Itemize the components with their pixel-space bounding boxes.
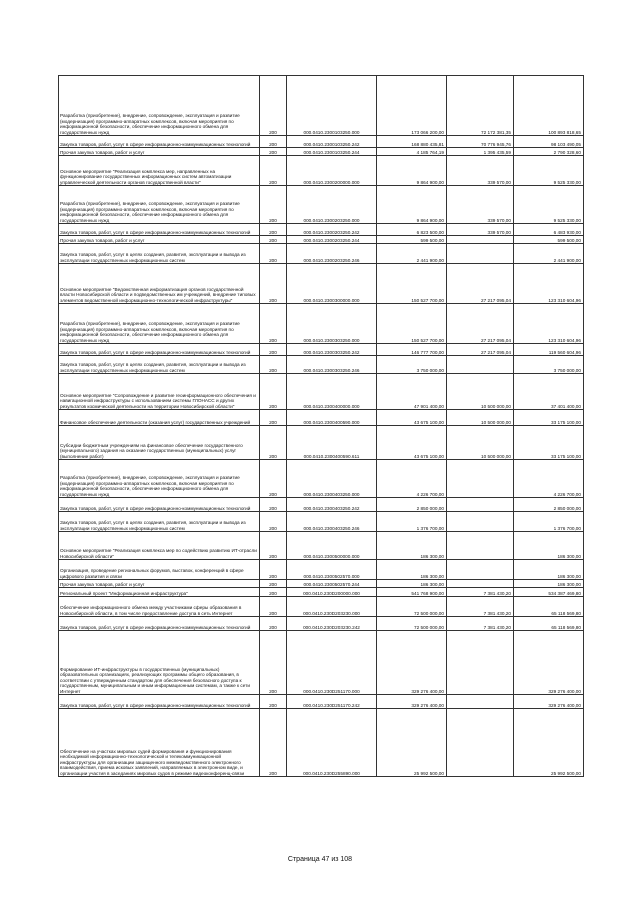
table-row <box>59 597 584 617</box>
row-vr-code: 200 <box>260 344 287 356</box>
table-row <box>59 460 584 498</box>
row-vr-code: 200 <box>260 186 287 224</box>
row-description: Закупка товаров, работ, услуг в целях создания, развития, эксплуатации и вывода из эксплуатации государственных информационных систем <box>59 244 260 264</box>
row-budget-code: 000.0410.2300203250.244 <box>287 236 377 244</box>
row-budget-code: 000.0410.2300502570.000 <box>287 560 377 580</box>
row-remaining-amount: 98 103 490,05 <box>514 136 584 148</box>
row-description: Прочая закупка товаров, работ и услуг <box>59 580 260 588</box>
table-row <box>59 410 584 426</box>
row-remaining-amount: 3 750 000,00 <box>514 356 584 374</box>
row-description: Закупка товаров, работ, услуг в сфере информационно-коммуникационных технологий <box>59 224 260 236</box>
row-description: Основное мероприятие "Реализация комплекса мер по содействию развитию ИТ-отрасли Новосибирской области" <box>59 532 260 560</box>
row-vr-code: 200 <box>260 695 287 709</box>
row-description: Разработка (приобретение), внедрение, сопровождение, эксплуатация и развитие (модернизация) программно-аппаратных комплексов, включая мероприятия по информационной безопасности, обеспечение информационного обмена для государственных нужд <box>59 304 260 344</box>
row-budget-code: 000.0410.230D251170.242 <box>287 695 377 709</box>
row-budget-code: 000.0410.2300400590.000 <box>287 410 377 426</box>
row-budget-code: 000.0410.2300303250.246 <box>287 356 377 374</box>
row-remaining-amount: 2 441 900,00 <box>514 244 584 264</box>
row-budget-code: 000.0410.230D200000.000 <box>287 588 377 597</box>
row-remaining-amount: 329 276 400,00 <box>514 695 584 709</box>
row-executed-amount: 27 217 095,04 <box>447 344 514 356</box>
row-plan-amount: 599 500,00 <box>377 236 447 244</box>
row-vr-code: 200 <box>260 148 287 156</box>
row-remaining-amount: 9 525 330,00 <box>514 156 584 186</box>
table-row <box>59 136 584 148</box>
row-description: Региональный проект "Информационная инфраструктура" <box>59 588 260 597</box>
row-budget-code: 000.0410.2300500000.000 <box>287 532 377 560</box>
row-plan-amount: 43 675 100,00 <box>377 410 447 426</box>
row-plan-amount: 168 880 435,81 <box>377 136 447 148</box>
row-executed-amount <box>447 498 514 512</box>
row-plan-amount: 72 500 000,00 <box>377 597 447 617</box>
row-remaining-amount: 25 992 500,00 <box>514 709 584 777</box>
row-description: Прочая закупка товаров, работ и услуг <box>59 148 260 156</box>
row-vr-code: 200 <box>260 136 287 148</box>
table-row <box>59 156 584 186</box>
row-budget-code: 000.0410.2300403250.000 <box>287 460 377 498</box>
row-remaining-amount: 6 483 930,00 <box>514 224 584 236</box>
row-budget-code: 000.0410.2300403250.246 <box>287 512 377 532</box>
table-row <box>59 617 584 631</box>
table-row <box>59 512 584 532</box>
table-row <box>59 631 584 695</box>
row-executed-amount: 1 395 435,59 <box>447 148 514 156</box>
row-budget-code: 000.0410.2300203250.000 <box>287 186 377 224</box>
row-vr-code: 200 <box>260 426 287 460</box>
table-row <box>59 304 584 344</box>
table-row <box>59 148 584 156</box>
row-plan-amount: 150 527 700,00 <box>377 304 447 344</box>
row-plan-amount: 47 901 400,00 <box>377 374 447 410</box>
row-description: Закупка товаров, работ, услуг в целях создания, развития, эксплуатации и вывода из эксплуатации государственных информационных систем <box>59 512 260 532</box>
table-row <box>59 580 584 588</box>
row-description: Финансовое обеспечение деятельности (оказания услуг) государственных учреждений <box>59 410 260 426</box>
row-description: Закупка товаров, работ, услуг в сфере информационно-коммуникационных технологий <box>59 498 260 512</box>
row-remaining-amount: 1 376 700,00 <box>514 512 584 532</box>
row-executed-amount <box>447 695 514 709</box>
row-vr-code: 200 <box>260 631 287 695</box>
table-row <box>59 426 584 460</box>
budget-table-body <box>59 76 584 777</box>
row-executed-amount <box>447 631 514 695</box>
row-vr-code: 200 <box>260 410 287 426</box>
row-plan-amount: 43 675 100,00 <box>377 426 447 460</box>
row-remaining-amount: 2 790 328,60 <box>514 148 584 156</box>
row-description: Основное мероприятие "Сопровождение и развитие геоинформационного обеспечения и навигационной инфраструктуры с использованием системы ГЛОНАСС и других результатов космической деятельности на территории Новосибирской области" <box>59 374 260 410</box>
row-description: Разработка (приобретение), внедрение, сопровождение, эксплуатация и развитие (модернизация) программно-аппаратных комплексов, включая мероприятия по информационной безопасности, обеспечение информационного обмена для государственных нужд <box>59 76 260 136</box>
row-budget-code: 000.0410.2300103250.244 <box>287 148 377 156</box>
row-executed-amount: 339 570,00 <box>447 156 514 186</box>
table-row <box>59 244 584 264</box>
row-description: Основное мероприятие "Ведомственная информатизация органов государственной власти Новосибирской области и подведомственных им учреждений, внедрение типовых элементов ведомственной информационно-технологической инфраструктуры" <box>59 264 260 304</box>
row-plan-amount: 72 500 000,00 <box>377 617 447 631</box>
row-plan-amount: 541 768 900,00 <box>377 588 447 597</box>
row-budget-code: 000.0410.2300203250.242 <box>287 224 377 236</box>
row-remaining-amount: 123 310 604,96 <box>514 304 584 344</box>
table-row <box>59 709 584 777</box>
row-budget-code: 000.0410.2300403250.242 <box>287 498 377 512</box>
row-remaining-amount: 186 300,00 <box>514 580 584 588</box>
row-executed-amount: 339 570,00 <box>447 186 514 224</box>
table-row <box>59 695 584 709</box>
row-remaining-amount: 65 118 569,80 <box>514 617 584 631</box>
row-budget-code: 000.0410.2300200000.000 <box>287 156 377 186</box>
row-executed-amount: 339 570,00 <box>447 224 514 236</box>
row-remaining-amount: 599 500,00 <box>514 236 584 244</box>
row-plan-amount: 329 276 400,00 <box>377 631 447 695</box>
row-description: Основное мероприятие "Реализация комплекса мер, направленных на функционирование государственных информационных систем автоматизации управленческой деятельности органов государственной власти" <box>59 156 260 186</box>
row-remaining-amount: 123 310 604,96 <box>514 264 584 304</box>
row-budget-code: 000.0410.2300103250.242 <box>287 136 377 148</box>
row-plan-amount: 4 185 764,19 <box>377 148 447 156</box>
row-budget-code: 000.0410.2300300000.000 <box>287 264 377 304</box>
table-row <box>59 374 584 410</box>
row-executed-amount: 27 217 095,04 <box>447 304 514 344</box>
row-executed-amount <box>447 244 514 264</box>
table-row <box>59 588 584 597</box>
table-row <box>59 498 584 512</box>
row-plan-amount: 4 226 700,00 <box>377 460 447 498</box>
row-vr-code: 200 <box>260 356 287 374</box>
row-description: Разработка (приобретение), внедрение, сопровождение, эксплуатация и развитие (модернизация) программно-аппаратных комплексов, включая мероприятия по информационной безопасности, обеспечение информационного обмена для государственных нужд <box>59 460 260 498</box>
row-remaining-amount: 9 525 330,00 <box>514 186 584 224</box>
row-plan-amount: 186 300,00 <box>377 532 447 560</box>
row-description: Закупка товаров, работ, услуг в сфере информационно-коммуникационных технологий <box>59 617 260 631</box>
row-remaining-amount: 33 175 100,00 <box>514 410 584 426</box>
table-row <box>59 186 584 224</box>
page-footer: Страница 47 из 108 <box>287 856 353 863</box>
row-executed-amount: 7 381 430,20 <box>447 617 514 631</box>
row-plan-amount: 2 441 900,00 <box>377 244 447 264</box>
row-plan-amount: 186 300,00 <box>377 580 447 588</box>
row-executed-amount <box>447 560 514 580</box>
row-remaining-amount: 329 276 400,00 <box>514 631 584 695</box>
row-remaining-amount: 186 300,00 <box>514 560 584 580</box>
row-vr-code: 200 <box>260 709 287 777</box>
row-description: Обеспечение на участках мировых судей формирования и функционирования необходимой информационно-технологической и телекоммуникационной инфраструктуры для организации защищенного межведомственного электронного взаимодействия, приема исковых заявлений, направляемых в электронном виде, и организации участия в заседаниях мировых судов в режиме видеоконференц-связи <box>59 709 260 777</box>
row-description: Закупка товаров, работ, услуг в целях создания, развития, эксплуатации и вывода из эксплуатации государственных информационных систем <box>59 356 260 374</box>
row-vr-code: 200 <box>260 560 287 580</box>
row-vr-code: 200 <box>260 532 287 560</box>
row-executed-amount <box>447 512 514 532</box>
row-remaining-amount: 33 175 100,00 <box>514 426 584 460</box>
row-executed-amount: 27 217 095,04 <box>447 264 514 304</box>
row-vr-code: 200 <box>260 156 287 186</box>
row-budget-code: 000.0410.2300303250.242 <box>287 344 377 356</box>
row-executed-amount: 10 500 000,00 <box>447 426 514 460</box>
table-row <box>59 76 584 136</box>
row-description: Закупка товаров, работ, услуг в сфере информационно-коммуникационных технологий <box>59 136 260 148</box>
table-row <box>59 532 584 560</box>
row-plan-amount: 25 992 500,00 <box>377 709 447 777</box>
row-vr-code: 200 <box>260 588 287 597</box>
row-plan-amount: 173 066 200,00 <box>377 76 447 136</box>
row-budget-code: 000.0410.230D203230.000 <box>287 597 377 617</box>
row-executed-amount <box>447 356 514 374</box>
table-row <box>59 560 584 580</box>
row-executed-amount: 7 381 430,20 <box>447 588 514 597</box>
row-plan-amount: 6 823 500,00 <box>377 224 447 236</box>
row-plan-amount: 2 850 000,00 <box>377 498 447 512</box>
row-vr-code: 200 <box>260 460 287 498</box>
row-budget-code: 000.0410.2300203250.246 <box>287 244 377 264</box>
row-budget-code: 000.0410.2300303250.000 <box>287 304 377 344</box>
row-budget-code: 000.0410.2300502570.244 <box>287 580 377 588</box>
row-executed-amount <box>447 460 514 498</box>
table-row <box>59 264 584 304</box>
row-vr-code: 200 <box>260 374 287 410</box>
row-remaining-amount: 186 300,00 <box>514 532 584 560</box>
row-plan-amount: 146 777 700,00 <box>377 344 447 356</box>
row-executed-amount: 10 500 000,00 <box>447 374 514 410</box>
row-remaining-amount: 119 560 604,96 <box>514 344 584 356</box>
row-description: Закупка товаров, работ, услуг в сфере информационно-коммуникационных технологий <box>59 344 260 356</box>
row-executed-amount: 70 776 945,76 <box>447 136 514 148</box>
row-vr-code: 200 <box>260 244 287 264</box>
row-description: Субсидии бюджетным учреждениям на финансовое обеспечение государственного (муниципального) задания на оказание государственных (муниципальных) услуг (выполнение работ) <box>59 426 260 460</box>
row-description: Обеспечение информационного обмена между участниками сферы образования в Новосибирской области, в том числе предоставление доступа в сеть Интернет <box>59 597 260 617</box>
row-budget-code: 000.0410.2300400590.611 <box>287 426 377 460</box>
row-executed-amount: 10 500 000,00 <box>447 410 514 426</box>
budget-table <box>58 75 584 777</box>
row-remaining-amount: 37 401 400,00 <box>514 374 584 410</box>
row-plan-amount: 3 750 000,00 <box>377 356 447 374</box>
row-vr-code: 200 <box>260 512 287 532</box>
row-vr-code: 200 <box>260 617 287 631</box>
row-remaining-amount: 65 118 569,80 <box>514 597 584 617</box>
row-vr-code: 200 <box>260 76 287 136</box>
row-remaining-amount: 534 387 469,80 <box>514 588 584 597</box>
row-budget-code: 000.0410.2300103250.000 <box>287 76 377 136</box>
table-row <box>59 356 584 374</box>
row-vr-code: 200 <box>260 580 287 588</box>
row-description: Разработка (приобретение), внедрение, сопровождение, эксплуатация и развитие (модернизация) программно-аппаратных комплексов, включая мероприятия по информационной безопасности, обеспечение информационного обмена для государственных нужд <box>59 186 260 224</box>
row-plan-amount: 9 864 900,00 <box>377 156 447 186</box>
row-executed-amount: 7 381 430,20 <box>447 597 514 617</box>
row-plan-amount: 186 300,00 <box>377 560 447 580</box>
row-executed-amount <box>447 236 514 244</box>
row-vr-code: 200 <box>260 498 287 512</box>
row-budget-code: 000.0410.230D203230.242 <box>287 617 377 631</box>
row-description: Прочая закупка товаров, работ и услуг <box>59 236 260 244</box>
table-row <box>59 344 584 356</box>
row-executed-amount <box>447 709 514 777</box>
row-plan-amount: 9 864 900,00 <box>377 186 447 224</box>
row-remaining-amount: 2 850 000,00 <box>514 498 584 512</box>
row-description: Формирование ИТ-инфраструктуры в государственных (муниципальных) образовательных организациях, реализующих программы общего образования, в соответствии с утвержденным стандартом для обеспечения безопасного доступа к государственным, муниципальным и иным информационным системам, а также к сети Интернет <box>59 631 260 695</box>
row-description: Закупка товаров, работ, услуг в сфере информационно-коммуникационных технологий <box>59 695 260 709</box>
row-executed-amount <box>447 580 514 588</box>
row-vr-code: 200 <box>260 236 287 244</box>
row-budget-code: 000.0410.2300400000.000 <box>287 374 377 410</box>
row-plan-amount: 329 276 400,00 <box>377 695 447 709</box>
row-executed-amount: 72 172 381,35 <box>447 76 514 136</box>
row-remaining-amount: 4 226 700,00 <box>514 460 584 498</box>
row-vr-code: 200 <box>260 224 287 236</box>
row-description: Организация, проведение региональных форумов, выставок, конференций в сфере цифрового развития и связи <box>59 560 260 580</box>
row-executed-amount <box>447 532 514 560</box>
row-budget-code: 000.0410.230D251170.000 <box>287 631 377 695</box>
row-remaining-amount: 100 893 818,65 <box>514 76 584 136</box>
row-vr-code: 200 <box>260 304 287 344</box>
row-plan-amount: 1 376 700,00 <box>377 512 447 532</box>
row-vr-code: 200 <box>260 597 287 617</box>
table-row <box>59 224 584 236</box>
row-plan-amount: 150 527 700,00 <box>377 264 447 304</box>
row-budget-code: 000.0410.230D255890.000 <box>287 709 377 777</box>
row-vr-code: 200 <box>260 264 287 304</box>
table-row <box>59 236 584 244</box>
